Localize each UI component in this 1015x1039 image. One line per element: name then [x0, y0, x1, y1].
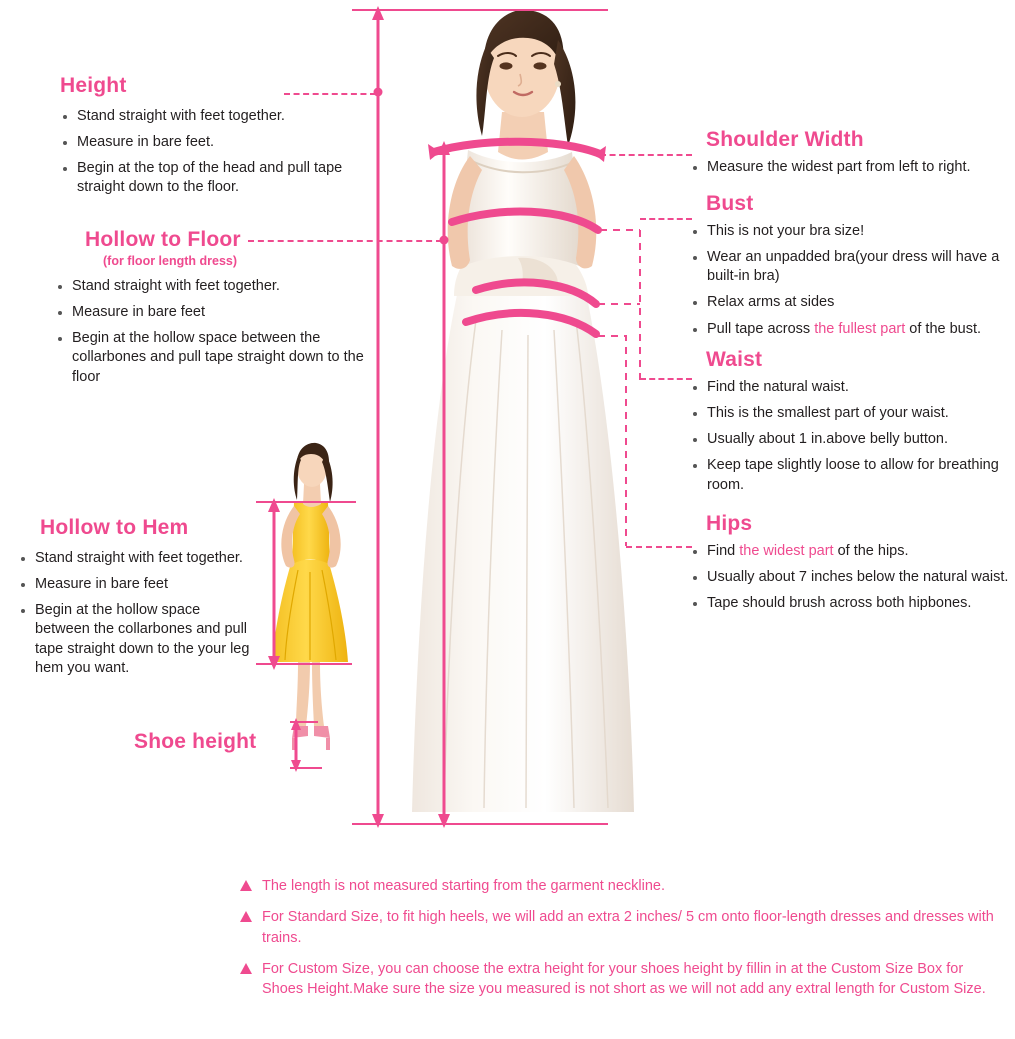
- list-item: Measure in bare feet.: [60, 133, 380, 152]
- shoulder-width-bullet-list: [690, 158, 1010, 177]
- hips-find-highlight: the widest part: [739, 543, 834, 559]
- warning-triangle-icon: [240, 911, 252, 922]
- hollow-to-hem-bullet-list: [18, 549, 258, 678]
- list-item: Wear an unpadded bra(your dress will have a built-in bra): [690, 248, 1010, 286]
- hollow-to-floor-connector: [248, 240, 442, 242]
- height-heading: Height: [60, 74, 127, 97]
- list-item: Begin at the hollow space between the collarbones and pull tape straight down to the your leg hem you want.: [18, 601, 258, 678]
- note-text: For Standard Size, to fit high heels, we will add an extra 2 inches/ 5 cm onto floor-length dresses and dresses with trains.: [262, 909, 994, 946]
- list-item: Stand straight with feet together.: [18, 549, 258, 568]
- bust-pull-suffix: of the bust.: [905, 320, 982, 337]
- bust-bullet-list: [690, 222, 1010, 339]
- list-item: Usually about 7 inches below the natural waist.: [690, 568, 1010, 587]
- note-item: [240, 907, 1000, 948]
- hips-connector: [626, 546, 692, 548]
- list-item: Begin at the top of the head and pull tape straight down to the floor.: [60, 159, 380, 197]
- list-item: This is the smallest part of your waist.: [690, 404, 1010, 423]
- waist-heading: Waist: [706, 348, 763, 371]
- waist-section: [690, 348, 1010, 502]
- hips-bullet-list: [690, 542, 1010, 613]
- hips-find-suffix: of the hips.: [833, 543, 909, 559]
- note-item: [240, 876, 1000, 896]
- list-item: Tape should brush across both hipbones.: [690, 594, 1010, 613]
- shoe-height-heading: Shoe height: [134, 730, 257, 753]
- hips-section: [690, 512, 1010, 620]
- bust-section: [690, 192, 1010, 346]
- height-connector: [284, 93, 376, 95]
- hollow-to-floor-heading: Hollow to Floor: [85, 228, 241, 251]
- shoulder-width-heading: Shoulder Width: [706, 128, 864, 151]
- note-text: For Custom Size, you can choose the extra height for your shoes height by fillin in at the Custom Size Box for Shoes Height.Make sure the size you measured is not short as we will not add any extral length for Custom Size.: [262, 960, 986, 998]
- list-item: Keep tape slightly loose to allow for breathing room.: [690, 456, 1010, 494]
- hips-heading: Hips: [706, 512, 753, 535]
- warning-triangle-icon: [240, 963, 252, 974]
- shoe-height-section: [134, 730, 256, 754]
- list-item: Measure in bare feet: [18, 575, 258, 594]
- hips-find-prefix: Find: [707, 543, 740, 559]
- height-bullet-list: [60, 107, 380, 198]
- shoulder-width-connector: [600, 154, 692, 156]
- hollow-to-hem-heading: Hollow to Hem: [40, 516, 189, 539]
- bust-connector: [640, 218, 692, 220]
- note-text: The length is not measured starting from the garment neckline.: [262, 878, 665, 894]
- list-item: Relax arms at sides: [690, 293, 1010, 312]
- list-item: Measure the widest part from left to right.: [690, 158, 1010, 177]
- hollow-to-floor-section: [45, 228, 375, 394]
- list-item: Usually about 1 in.above belly button.: [690, 430, 1010, 449]
- list-item: Find the natural waist.: [690, 378, 1010, 397]
- warning-triangle-icon: [240, 880, 252, 891]
- short-dress-figure-illustration: [262, 440, 362, 780]
- hollow-to-hem-section: [18, 516, 258, 685]
- list-item: This is not your bra size!: [690, 222, 1010, 241]
- list-item-hips-find: [690, 542, 1010, 561]
- footer-notes: [240, 876, 1000, 1010]
- shoulder-width-section: [690, 128, 1010, 184]
- list-item-bust-pull-tape: [690, 320, 1010, 339]
- bust-pull-prefix: Pull tape across: [707, 320, 815, 337]
- bride-figure-illustration: [398, 0, 658, 830]
- waist-bullet-list: [690, 378, 1010, 495]
- list-item: Stand straight with feet together.: [55, 277, 375, 296]
- waist-connector: [640, 378, 692, 380]
- hollow-to-floor-bullet-list: [55, 277, 375, 387]
- note-item: [240, 959, 1000, 1000]
- bust-pull-highlight: the fullest part: [814, 320, 906, 337]
- hollow-to-floor-subheading: (for floor length dress): [103, 254, 238, 268]
- list-item: Measure in bare feet: [55, 303, 375, 322]
- list-item: Begin at the hollow space between the collarbones and pull tape straight down to the floor: [55, 329, 375, 386]
- bust-heading: Bust: [706, 192, 754, 215]
- list-item: Stand straight with feet together.: [60, 107, 380, 126]
